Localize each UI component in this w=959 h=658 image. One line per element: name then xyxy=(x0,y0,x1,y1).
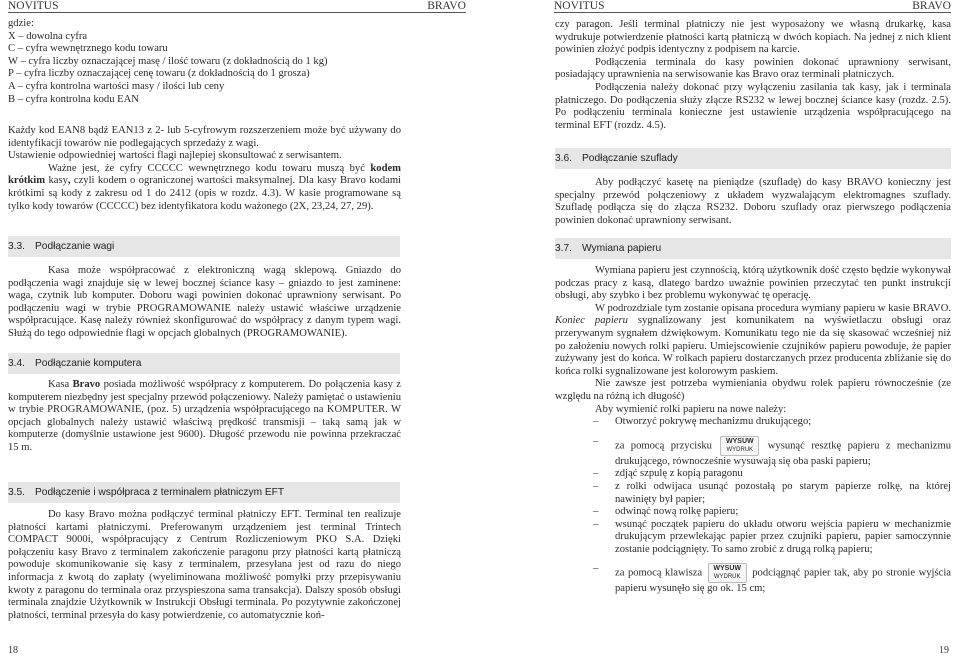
wysuw-key-icon: WYSUW WYDRUK xyxy=(720,436,759,456)
legend-line: A – cyfra kontrolna wartości masy / ilości lub ceny xyxy=(8,80,225,92)
section-heading-3-6: 3.6. Podłączanie szuflady xyxy=(555,148,951,169)
paragraph: Podłączenia należy dokonać przy wyłączeniu zasilania tak kasy, jak i terminala płatniczego. Do podłączenia służy złącze RS232 w lewej bocznej ściance kasy (rozdz. 2.5). Po podłączeniu terminala konieczne jest ustawienie urządzenia współpracującego na terminal EFT (rozdz. 4.5). xyxy=(555,81,951,131)
section-3-5-body xyxy=(8,509,401,622)
paragraph: Wymiana papieru jest czynnością, którą użytkownik dość często będzie wykonywał podczas pracy z kasą, dlatego bardzo uważnie powinien przeczytać ten punkt instrukcji obsługi, aby szybko i bez problemu wykonywać tę operację. xyxy=(555,265,951,302)
legend-line: X – dowolna cyfra xyxy=(8,30,88,42)
section-3-4-body xyxy=(8,379,401,455)
list-item: – za pomocą przycisku WYSUW WYDRUK wysunąć resztkę papieru z mechanizmu drukującego, równocześnie wysuwają się oba paski papieru; xyxy=(593,435,952,467)
paragraph: Podłączenia terminala do kasy powinien dokonać uprawniony serwisant, posiadający uprawnienia na serwisowanie kas Bravo oraz terminali płatniczych. xyxy=(555,56,951,81)
header-rule xyxy=(8,12,466,13)
paragraph: Nie zawsze jest potrzeba wymieniania obydwu rolek papieru równocześnie (ze względu na różną ich długość) xyxy=(555,378,951,402)
paragraph: Kasa może współpracować z elektroniczną wagą sklepową. Gniazdo do podłączenia wagi znajduje się w lewej bocznej ściance kasy – gniazdo to jest zaminene: waga, czytnik lub komputer. Doboru wagi powinien dokonać uprawniony serwisant. Po podłączeniu wagi w trybie PROGRAMOWANIE należy ustawić właściwe urządzenie współpracujące. Kasę należy również skonfigurować do współpracy z danym typem wagi. Służą do tego odpowiednie flagi w opcjach globalnych (PROGRAMOWANIE). xyxy=(8,265,401,339)
section-heading-3-5: 3.5. Podłączenie i współpraca z terminalem płatniczym EFT xyxy=(8,482,400,503)
section-3-6-body xyxy=(555,177,951,227)
list-item: – zdjąć szpulę z kopią paragonu xyxy=(593,468,743,480)
page-header xyxy=(8,0,466,12)
paper-steps-list xyxy=(555,416,951,596)
list-item: – Otworzyć pokrywę mechanizmu drukującego; xyxy=(593,416,812,428)
paragraph: Ustawienie odpowiedniej wartości flagi najlepiej skonsultować z serwisantem. xyxy=(8,150,342,162)
list-item: – za pomocą klawisza WYSUW WYDRUK podciągnąć papier tak, aby po stronie wyjścia papieru wysunęło się go ok. 15 cm; xyxy=(593,563,951,595)
paragraph: Każdy kod EAN8 bądź EAN13 z 2- lub 5-cyfrowym rozszerzeniem może być używany do identyfikacji towarów nie podlegających sprzedaży z wagi. xyxy=(8,125,401,149)
wysuw-key-icon: WYSUW WYDRUK xyxy=(708,563,747,583)
section-heading-3-7: 3.7. Wymiana papieru xyxy=(555,238,951,259)
paragraph: Aby wymienić rolki papieru na nowe należy: xyxy=(595,403,787,415)
paragraph-important: Ważne jest, że cyfry CCCCC wewnętrznego kodu towaru muszą być kodem krótkim kasy, czyli kodem o ograniczonej wartości maksymalnej. Dla kasy Bravo kodami krótkimi są kody z zakresu od 1 do 2412 (opis w rozdz. 4.3). W kasie programowane są tylko kody towarów (CCCCC) bez identyfikatora kodu ważonego (2X, 23,24, 27, 29). xyxy=(8,162,402,212)
section-3-7-body xyxy=(555,265,951,596)
section-heading-3-3: 3.3. Podłączanie wagi xyxy=(8,236,400,257)
paragraph: W podrozdziale tym zostanie opisana procedura wymiany papieru w kasie BRAVO. Koniec papieru sygnalizowany jest komunikatem na wyświetlaczu obsługi oraz przerywanym sygnałem dźwiękowym. Komunikatu tego nie da się skasować wcześniej niż po założeniu nowych rolki papieru. Umiejscowienie czujników papieru powoduje, że papier zużywany jest do końca. W rolkach papieru dostarczanych przez producenta zbliżanie się do końca rolki sygnalizowane jest kolorowym paskiem. xyxy=(555,302,951,377)
list-item: – wsunąć początek papieru do układu otworu wejścia papieru w mechanizmie drukującym przewlekając papier przez czujniki papieru, papier samoczynnie zostanie podciągnięty. To samo zrobić z drugą rolką papieru; xyxy=(593,518,951,555)
header-brand-right: BRAVO xyxy=(912,0,951,12)
header-brand-right: BRAVO xyxy=(427,0,466,12)
right-continuation xyxy=(555,19,951,132)
ean-notes xyxy=(8,125,401,213)
header-brand-left: NOVITUS xyxy=(554,0,605,12)
legend-line: B – cyfra kontrolna kodu EAN xyxy=(8,93,139,105)
header-brand-left: NOVITUS xyxy=(8,0,59,12)
list-item: – z rolki odwijaca usunąć pozostałą po starym papierze rolkę, na której nawinięty był papier; xyxy=(593,480,951,505)
paragraph: czy paragon. Jeśli terminal płatniczy nie jest wyposażony we własną drukarkę, kasa wydrukuje potwierdzenie płatności kartą płatniczą w dwóch kopiach. Na jednej z nich klient powinien złożyć podpis identyczny z podpisem na karcie. xyxy=(555,19,951,56)
page-number: 19 xyxy=(939,645,949,656)
legend-block xyxy=(8,18,401,106)
legend-line: C – cyfra wewnętrznego kodu towaru xyxy=(8,43,168,55)
paragraph: Do kasy Bravo można podłączyć terminal płatniczy EFT. Terminal ten realizuje płatności kartami płatniczymi. Preferowanym urządzeniem jest terminal Trintech COMPACT 9000i, współpracujący z Centrum Rozliczeniowym PKO S.A. Dzięki połączeniu kasy Bravo z terminalem zakończenie paragonu przy płatności kartą płatniczą powoduje skomunikowanie się kasy z terminalem, przesyłana jest od razu do niego informacja z kwotą do zapłaty (wyeliminowana możliwość pomyłki przy przepisywaniu kwoty z paragonu do terminala oraz przyspieszona sama transakcja). Dalszy sposób obsługi terminala znajdzie Użytkownik w Instrukcji Obsługi terminala. Po pozytywnie zakończonej płatności, terminal przesyła do kasy potwierdzenie, co automatycznie koń- xyxy=(8,509,401,621)
legend-line: W – cyfra liczby oznaczającej masę / ilość towaru (z dokładnością do 1 kg) xyxy=(8,55,328,67)
legend-line: P – cyfra liczby oznaczającej cenę towaru (z dokładnością do 1 grosza) xyxy=(8,68,310,80)
header-rule xyxy=(554,12,951,13)
list-item: – odwinąć nową rolkę papieru; xyxy=(593,506,739,518)
section-heading-3-4: 3.4. Podłączanie komputera xyxy=(8,353,400,374)
section-3-3-body xyxy=(8,265,401,341)
page-number: 18 xyxy=(8,645,18,656)
paragraph: Kasa Bravo posiada możliwość współpracy z komputerem. Do połączenia kasy z komputerem niezbędny jest specjalny przewód połączeniowy. Należy pamiętać o ustawieniu w trybie PROGRAMOWANIE, (poz. 5) urządzenia współpracującego na KOMPUTER. W opcjach globalnych należy ustawić właściwą prędkość transmisji – taką samą jak w komputerze (domyślnie ustawione jest 9600). Długość przewodu nie powinna przekraczać 15 m. xyxy=(8,379,401,453)
legend-line: gdzie: xyxy=(8,18,34,29)
page-header xyxy=(554,0,951,12)
paragraph: Aby podłączyć kasetę na pieniądze (szufladę) do kasy BRAVO konieczny jest specjalny przewód połączeniowy z układem wyzwalającym elektromagnes szuflady. Szufladę podłącza się do złącza RS232. Doboru szuflady oraz pierwszego podłączenia powinien dokonać uprawniony serwisant. xyxy=(555,177,951,226)
